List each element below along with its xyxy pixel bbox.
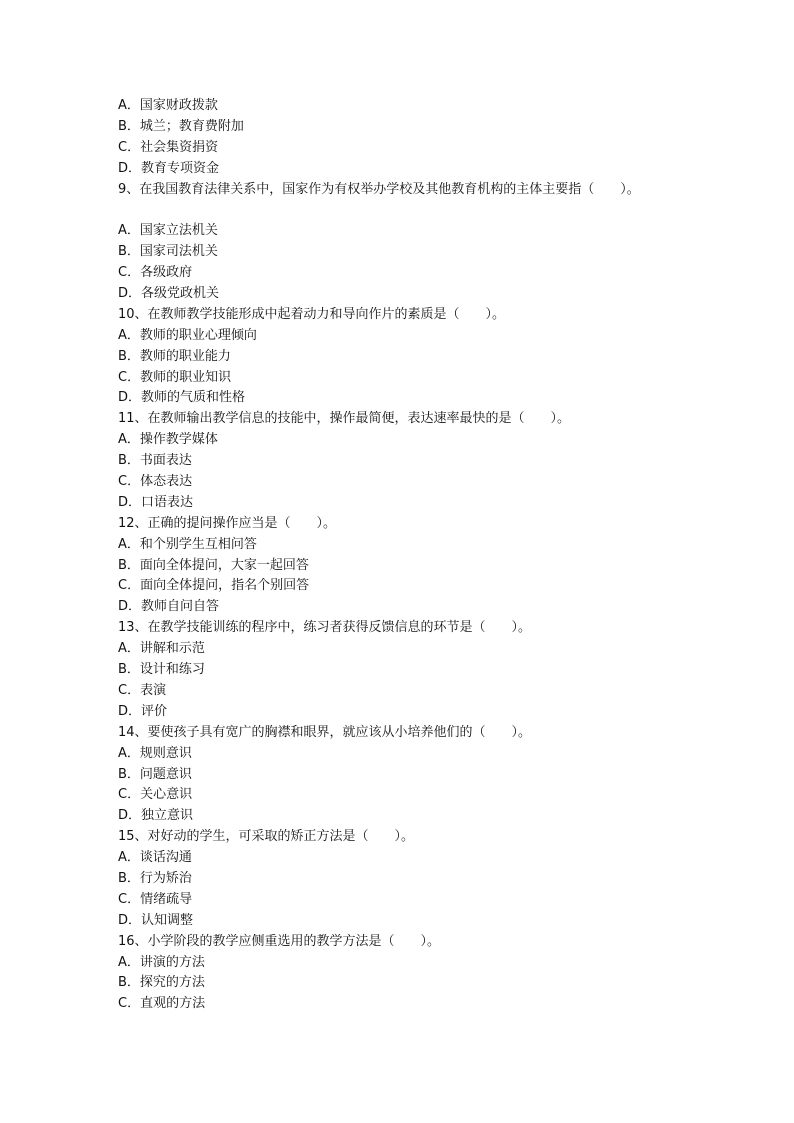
- option-a: A．操作教学媒体: [118, 432, 218, 448]
- question-14: 14、要使孩子具有宽广的胸襟和眼界，就应该从小培养他们的（ ）。: [118, 724, 532, 740]
- option-d: D．各级党政机关: [118, 286, 220, 302]
- option-b: B．教师的职业能力: [118, 348, 231, 364]
- question-10: 10、在教师教学技能形成中起着动力和导向作片的素质是（ ）。: [118, 306, 506, 322]
- option-a: A．和个别学生互相问答: [118, 536, 257, 552]
- option-d: D．评价: [118, 703, 168, 719]
- option-a: A．国家财政拨款: [118, 98, 218, 113]
- option-b: B．书面表达: [118, 453, 192, 469]
- question-16: 16、小学阶段的教学应侧重选用的教学方法是（ ）。: [118, 933, 441, 949]
- option-d: D．认知调整: [118, 912, 194, 928]
- question-13: 13、在教学技能训练的程序中，练习者获得反馈信息的环节是（ ）。: [118, 620, 532, 636]
- option-d: D．教师的气质和性格: [118, 390, 246, 406]
- option-b: B．国家司法机关: [118, 244, 218, 260]
- question-15: 15、对好动的学生，可采取的矫正方法是（ ）。: [118, 829, 415, 845]
- option-b: B．面向全体提问，大家一起回答: [118, 557, 309, 573]
- option-c: C．体态表达: [118, 474, 193, 490]
- option-b: B．探究的方法: [118, 975, 205, 991]
- option-c: C．社会集资捐资: [118, 139, 219, 155]
- option-c: C．各级政府: [118, 265, 193, 281]
- option-c: C．教师的职业知识: [118, 369, 232, 385]
- question-11: 11、在教师输出教学信息的技能中，操作最简便，表达速率最快的是（ ）。: [118, 411, 571, 427]
- option-c: C．面向全体提问，指名个别回答: [118, 578, 310, 594]
- option-a: A．讲解和示范: [118, 641, 205, 657]
- question-list: [118, 96, 758, 1015]
- option-a: A．谈话沟通: [118, 850, 192, 866]
- question-12: 12、正确的提问操作应当是（ ）。: [118, 515, 337, 531]
- option-a: A．教师的职业心理倾向: [118, 327, 257, 343]
- option-c: C．情绪疏导: [118, 891, 193, 907]
- option-d: D．教师自问自答: [118, 599, 220, 615]
- option-b: B．问题意识: [118, 766, 192, 782]
- option-d: D．口语表达: [118, 494, 194, 510]
- option-d: D．独立意识: [118, 808, 194, 824]
- option-a: A．国家立法机关: [118, 223, 218, 239]
- option-c: C．直观的方法: [118, 996, 206, 1012]
- question-9: 9、在我国教育法律关系中，国家作为有权举办学校及其他教育机构的主体主要指（ ）。: [118, 181, 640, 197]
- option-d: D．教育专项资金: [118, 160, 220, 176]
- option-b: B．城兰；教育费附加: [118, 118, 244, 134]
- option-a: A．规则意识: [118, 745, 192, 761]
- option-a: A．讲演的方法: [118, 954, 205, 970]
- option-c: C．关心意识: [118, 787, 193, 803]
- option-b: B．设计和练习: [118, 662, 205, 678]
- option-c: C．表演: [118, 682, 167, 698]
- option-b: B．行为矫治: [118, 870, 192, 886]
